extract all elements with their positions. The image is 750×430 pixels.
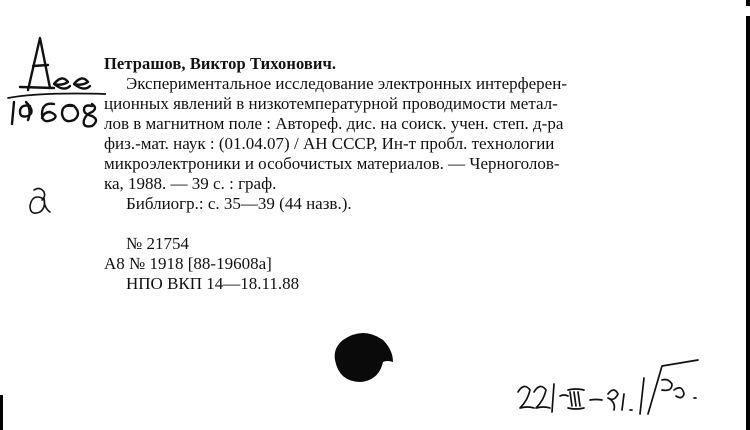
title-line: Экспериментальное исследование электронных интерферен- bbox=[126, 74, 567, 93]
title-line: лов в магнитном поле : Автореф. дис. на соиск. учен. степ. д-ра bbox=[104, 114, 564, 133]
punch-hole bbox=[333, 328, 395, 384]
title-line: микроэлектроники и особочистых материалов. — Черноголов- bbox=[104, 154, 560, 173]
imprint-line: НПО ВКП 14—18.11.88 bbox=[126, 274, 300, 293]
card-number: № 21754 bbox=[126, 234, 189, 253]
card-text bbox=[104, 54, 694, 294]
title-line: ционных явлений в низкотемпературной проводимости метал- bbox=[104, 94, 558, 113]
handwritten-shelfmark bbox=[6, 32, 106, 132]
spacer bbox=[104, 214, 694, 234]
card-edge-gap bbox=[746, 6, 750, 16]
handwritten-date bbox=[512, 358, 712, 420]
handwritten-mark bbox=[26, 186, 56, 218]
card-edge-shadow-right bbox=[746, 0, 750, 430]
author-name: Петрашов, Виктор Тихонович. bbox=[104, 54, 337, 73]
card-edge-shadow-left bbox=[0, 395, 3, 430]
title-line: ка, 1988. — 39 с. : граф. bbox=[104, 174, 277, 193]
bibliography-note: Библиогр.: с. 35—39 (44 назв.). bbox=[126, 194, 352, 213]
registration-number: А8 № 1918 [88-19608а] bbox=[104, 254, 272, 273]
title-line: физ.-мат. наук : (01.04.07) / АН СССР, Ин-т пробл. технологии bbox=[104, 134, 555, 153]
